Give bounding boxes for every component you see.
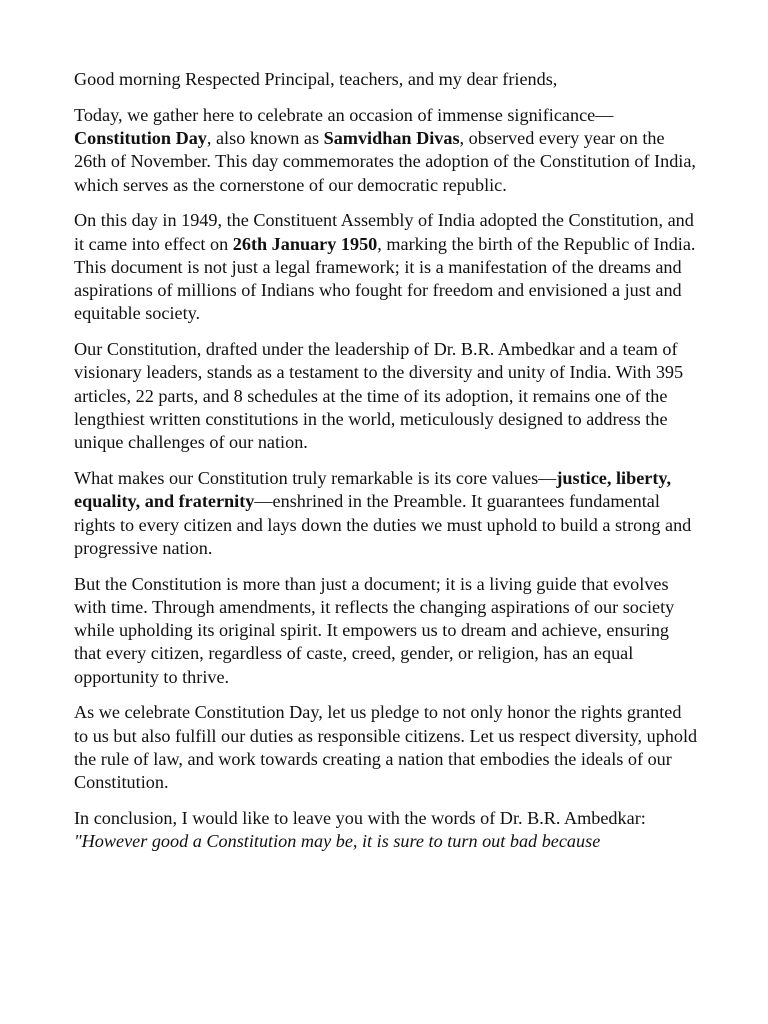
pledge-paragraph: As we celebrate Constitution Day, let us pledge to not only honor the rights granted to us but also fulfill our duties as responsible citizens. Let us respect diversity, uphold the rule of law, and work towards creating a nation that embodies the ideals of our Constitution. [74,702,698,793]
constitution-day-term: Constitution Day [74,127,207,148]
history-paragraph [74,209,699,325]
intro-paragraph [74,104,699,197]
values-paragraph [74,467,699,560]
conclusion-paragraph: In conclusion, I would like to leave you with the words of Dr. B.R. Ambedkar: [74,808,646,829]
values-text-1: What makes our Constitution truly remarkable is its core values— [74,468,557,489]
speech-document [74,68,699,854]
intro-text-2: , also known as [206,127,324,148]
ambedkar-quote: "However good a Constitution may be, it is sure to turn out bad because [74,831,601,852]
history-text-2: , marking the birth of the Republic of India. This document is not just a legal framework; it is a manifestation of the dreams and aspirations of millions of Indians who fought for freedom and envisioned a just and equitable society. [74,233,696,324]
history-text-1: On this day in 1949, the Constituent Assembly of India adopted the Constitution, and it came into effect on [74,210,694,254]
greeting-paragraph: Good morning Respected Principal, teachers, and my dear friends, [74,69,558,89]
core-values-term: justice, liberty, equality, and fraternity [74,468,672,512]
intro-text-1: Today, we gather here to celebrate an occasion of immense significance— [74,104,614,125]
intro-text-3: , observed every year on the 26th of November. This day commemorates the adoption of the Constitution of India, which serves as the cornerstone of our democratic republic. [74,127,696,195]
values-text-2: —enshrined in the Preamble. It guarantees fundamental rights to every citizen and lays down the duties we must uphold to build a strong and progressive nation. [74,491,692,558]
drafting-paragraph: Our Constitution, drafted under the leadership of Dr. B.R. Ambedkar and a team of visionary leaders, stands as a testament to the diversity and unity of India. With 395 articles, 22 parts, and 8 schedules at the time of its adoption, it remains one of the lengthiest written constitutions in the world, meticulously designed to address the unique challenges of our nation. [74,339,684,453]
living-guide-paragraph: But the Constitution is more than just a document; it is a living guide that evolves with time. Through amendments, it reflects the changing aspirations of our society while upholding its original spirit. It empowers us to dream and achieve, ensuring that every citizen, regardless of caste, creed, gender, or religion, has an equal opportunity to thrive. [74,573,675,687]
samvidhan-divas-term: Samvidhan Divas [323,127,460,148]
republic-date-term: 26th January 1950 [232,233,378,254]
